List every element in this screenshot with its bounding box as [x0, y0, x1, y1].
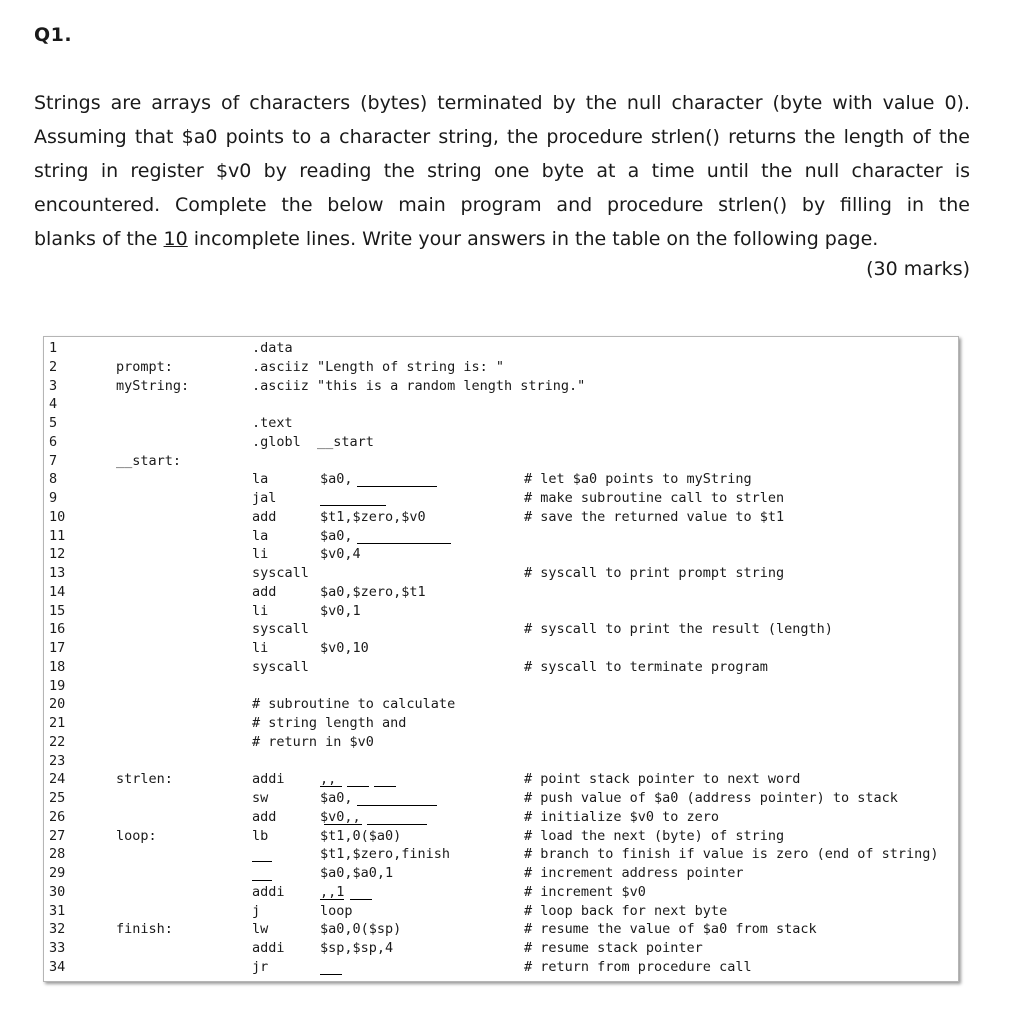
answer-blank [357, 789, 437, 806]
code-comment: # syscall to print prompt string [524, 565, 785, 581]
code-line [44, 377, 958, 396]
answer-blank [320, 770, 342, 787]
code-instruction: lw [252, 921, 269, 938]
code-instruction: add [252, 508, 277, 525]
code-line [44, 545, 958, 564]
code-instruction: # return in $v0 [252, 733, 374, 750]
code-instruction: .asciiz "Length of string is: " [252, 358, 504, 375]
code-line [44, 395, 958, 414]
line-number: 4 [49, 396, 58, 413]
code-instruction: la [252, 527, 269, 544]
code-instruction: sw [252, 790, 269, 806]
line-number: 25 [49, 790, 66, 806]
paragraph-line-5-end: incomplete lines. Write your answers in the table on the following page. [187, 228, 879, 250]
answer-blank [347, 770, 369, 787]
code-line [44, 452, 958, 471]
code-operands: $v0,4 [320, 546, 361, 563]
answer-blank [324, 808, 362, 825]
answer-blank [357, 470, 437, 487]
paragraph-line-5 [34, 222, 970, 256]
code-line [44, 770, 958, 789]
code-line [44, 845, 958, 864]
code-label: myString: [116, 377, 190, 394]
code-operands: $v0,1 [320, 602, 361, 619]
code-comment: # increment address pointer [524, 865, 744, 881]
code-label: strlen: [116, 771, 173, 788]
code-line [44, 489, 958, 508]
answer-blank [320, 958, 342, 975]
code-instruction: lb [252, 827, 269, 844]
code-instruction: .data [252, 340, 293, 356]
marks-label: (30 marks) [866, 258, 970, 280]
code-comment: # push value of $a0 (address pointer) to stack [524, 790, 898, 806]
line-number: 29 [49, 865, 66, 881]
code-comment: # point stack pointer to next word [524, 771, 801, 788]
code-line [44, 414, 958, 433]
line-number: 27 [49, 827, 66, 844]
code-comment: # increment $v0 [524, 883, 646, 900]
answer-blank [357, 527, 451, 544]
line-number: 20 [49, 696, 66, 713]
code-comment: # resume stack pointer [524, 940, 703, 956]
code-instruction: addi [252, 771, 285, 788]
code-line [44, 339, 958, 358]
code-instruction: addi [252, 940, 285, 956]
code-instruction: .globl __start [252, 433, 374, 450]
answer-blank [350, 883, 372, 900]
code-operands: $v0,10 [320, 640, 369, 656]
paragraph-line-1: Strings are arrays of characters (bytes) terminated by the null character (byte with value 0). [34, 92, 970, 114]
code-operands: $a0, [320, 790, 353, 806]
line-number: 21 [49, 715, 66, 731]
code-operands: $v0,, [320, 808, 361, 825]
line-number: 32 [49, 921, 66, 938]
code-comment: # loop back for next byte [524, 902, 728, 919]
code-instruction: li [252, 602, 269, 619]
code-line [44, 583, 958, 602]
code-listing [43, 336, 959, 982]
paragraph-line-4: encountered. Complete the below main program and procedure strlen() by filling in the [34, 194, 970, 216]
code-line [44, 939, 958, 958]
line-number: 5 [49, 415, 58, 431]
code-instruction: # subroutine to calculate [252, 696, 456, 713]
line-number: 15 [49, 602, 66, 619]
code-comment: # save the returned value to $t1 [524, 508, 785, 525]
code-line [44, 433, 958, 452]
code-line [44, 902, 958, 921]
code-instruction: add [252, 583, 277, 600]
code-line [44, 733, 958, 752]
code-line [44, 639, 958, 658]
line-number: 34 [49, 958, 66, 975]
code-line [44, 714, 958, 733]
code-line [44, 470, 958, 489]
answer-blank [374, 770, 396, 787]
code-comment: # syscall to terminate program [524, 658, 768, 675]
code-instruction: j [252, 902, 261, 919]
code-line [44, 958, 958, 977]
code-operands: $t1,0($a0) [320, 827, 402, 844]
code-instruction: li [252, 546, 269, 563]
line-number: 14 [49, 583, 66, 600]
line-number: 13 [49, 565, 66, 581]
line-number: 10 [49, 508, 66, 525]
code-instruction: # string length and [252, 715, 407, 731]
line-number: 1 [49, 340, 58, 356]
code-line [44, 808, 958, 827]
line-number: 7 [49, 452, 58, 469]
code-label: finish: [116, 921, 173, 938]
code-line [44, 620, 958, 639]
code-operands: $a0,$a0,1 [320, 865, 394, 881]
line-number: 22 [49, 733, 66, 750]
code-instruction: syscall [252, 565, 309, 581]
code-line [44, 358, 958, 377]
code-comment: # return from procedure call [524, 958, 752, 975]
code-line [44, 920, 958, 939]
code-line [44, 695, 958, 714]
code-label: __start: [116, 452, 182, 469]
code-line [44, 789, 958, 808]
code-operands: loop [320, 902, 353, 919]
code-comment: # resume the value of $a0 from stack [524, 921, 817, 938]
line-number: 30 [49, 883, 66, 900]
line-number: 12 [49, 546, 66, 563]
code-operands: $a0,0($sp) [320, 921, 402, 938]
answer-blank [320, 489, 386, 506]
line-number: 24 [49, 771, 66, 788]
question-paragraph [34, 86, 970, 256]
code-comment: # syscall to print the result (length) [524, 621, 833, 638]
code-line [44, 864, 958, 883]
line-number: 31 [49, 902, 66, 919]
code-operands: $sp,$sp,4 [320, 940, 394, 956]
line-number: 3 [49, 377, 58, 394]
code-operands: $t1,$zero,finish [320, 846, 451, 863]
answer-blank [320, 883, 344, 900]
code-operands: $a0, [320, 471, 353, 488]
code-operands: $a0, [320, 527, 353, 544]
code-instruction: la [252, 471, 269, 488]
code-label: loop: [116, 827, 157, 844]
code-comment: # let $a0 points to myString [524, 471, 752, 488]
code-instruction: li [252, 640, 269, 656]
line-number: 26 [49, 808, 66, 825]
line-number: 19 [49, 677, 66, 694]
line-number: 28 [49, 846, 66, 863]
code-label: prompt: [116, 358, 173, 375]
code-line [44, 677, 958, 696]
code-operands: $t1,$zero,$v0 [320, 508, 426, 525]
line-number: 2 [49, 358, 58, 375]
code-operands: $a0,$zero,$t1 [320, 583, 426, 600]
line-number: 6 [49, 433, 58, 450]
code-instruction: .text [252, 415, 293, 431]
answer-blank [252, 864, 272, 881]
paragraph-line-3: string in register $v0 by reading the string one byte at a time until the null character is [34, 160, 970, 182]
code-operands: ,, [320, 771, 337, 788]
line-number: 16 [49, 621, 66, 638]
code-instruction: addi [252, 883, 285, 900]
code-line [44, 827, 958, 846]
answer-blank [367, 808, 427, 825]
code-line [44, 602, 958, 621]
code-comment: # initialize $v0 to zero [524, 808, 720, 825]
blank-count: 10 [163, 228, 188, 250]
code-line [44, 752, 958, 771]
line-number: 8 [49, 471, 58, 488]
code-comment: # make subroutine call to strlen [524, 490, 785, 506]
code-instruction: syscall [252, 658, 309, 675]
code-instruction: add [252, 808, 277, 825]
answer-blank [252, 845, 272, 862]
code-line [44, 527, 958, 546]
line-number: 17 [49, 640, 66, 656]
code-instruction: jal [252, 490, 277, 506]
code-operands: ,,1 [320, 883, 345, 900]
code-line [44, 508, 958, 527]
line-number: 33 [49, 940, 66, 956]
code-instruction: syscall [252, 621, 309, 638]
paragraph-line-5-start: blanks of the [34, 228, 164, 250]
line-number: 9 [49, 490, 58, 506]
code-instruction: jr [252, 958, 269, 975]
code-instruction: .asciiz "this is a random length string." [252, 377, 586, 394]
code-line [44, 658, 958, 677]
code-line [44, 564, 958, 583]
line-number: 11 [49, 527, 66, 544]
code-line [44, 883, 958, 902]
code-comment: # branch to finish if value is zero (end of string) [524, 846, 939, 863]
code-comment: # load the next (byte) of string [524, 827, 785, 844]
question-heading: Q1. [34, 24, 73, 46]
line-number: 23 [49, 752, 66, 769]
line-number: 18 [49, 658, 66, 675]
paragraph-line-2: Assuming that $a0 points to a character string, the procedure strlen() returns the length of the [34, 126, 970, 148]
